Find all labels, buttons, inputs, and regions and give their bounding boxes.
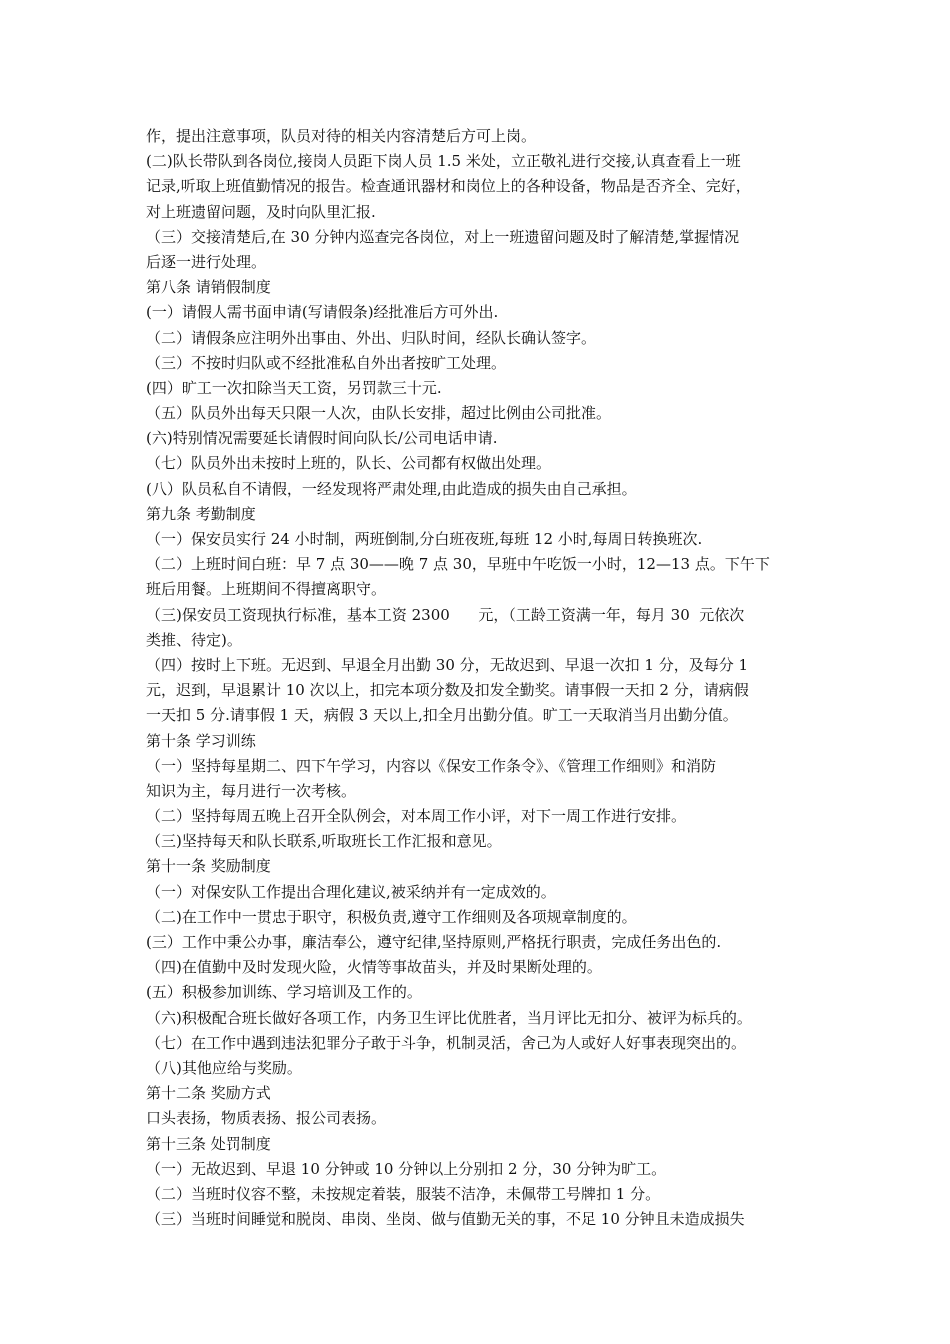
text-line: （二）坚持每周五晚上召开全队例会，对本周工作小评，对下一周工作进行安排。 xyxy=(146,807,687,826)
text-line: （二）请假条应注明外出事由、外出、归队时间，经队长确认签字。 xyxy=(146,328,597,347)
text-line: 口头表扬，物质表扬、报公司表扬。 xyxy=(146,1109,387,1128)
text-line: 作，提出注意事项，队员对待的相关内容清楚后方可上岗。 xyxy=(146,127,537,145)
text-line: （七）在工作中遇到违法犯罪分子敢于斗争，机制灵活，舍己为人或好人好事表现突出的。 xyxy=(146,1033,747,1052)
text-line: (六)特别情况需要延长请假时间向队长/公司电话申请. xyxy=(146,429,498,448)
text-line: (八）队员私自不请假，一经发现将严肃处理,由此造成的损失由自己承担。 xyxy=(146,479,637,498)
section-heading: 第九条 考勤制度 xyxy=(146,504,256,523)
text-line: （二)在工作中一贯忠于职守，积极负责,遵守工作细则及各项规章制度的。 xyxy=(146,907,637,926)
text-line: （三）当班时间睡觉和脱岗、串岗、坐岗、做与值勤无关的事，不足 10 分钟且未造成损失 xyxy=(146,1210,745,1229)
text-line: （八)其他应给与奖励。 xyxy=(146,1058,302,1077)
text-line: 类推、待定)。 xyxy=(146,630,242,649)
text-line: （四)在值勤中及时发现火险，火情等事故苗头，并及时果断处理的。 xyxy=(146,958,602,977)
text-line: 知识为主，每月进行一次考核。 xyxy=(146,781,357,800)
text-line: （六)积极配合班长做好各项工作，内务卫生评比优胜者，当月评比无扣分、被评为标兵的。 xyxy=(146,1008,752,1027)
text-line: （一）保安员实行 24 小时制，两班倒制,分白班夜班,每班 12 小时,每周日转换班次. xyxy=(146,530,703,548)
text-line: 后逐一进行处理。 xyxy=(146,252,267,271)
section-heading: 第十一条 奖励制度 xyxy=(146,857,271,876)
text-line: （三)保安员工资现执行标准，基本工资 2300 元，（工龄工资满一年，每月 30 元依次 xyxy=(146,605,745,624)
text-line: （五）队员外出每天只限一人次，由队长安排，超过比例由公司批准。 xyxy=(146,404,612,423)
text-line: （三）不按时归队或不经批准私自外出者按旷工处理。 xyxy=(146,353,507,372)
section-heading: 第八条 请销假制度 xyxy=(146,278,271,297)
text-line: （一）对保安队工作提出合理化建议,被采纳并有一定成效的。 xyxy=(146,882,556,901)
text-line: （四）按时上下班。无迟到、早退全月出勤 30 分，无故迟到、早退一次扣 1 分，及每分 1 xyxy=(146,655,749,674)
text-line: （七）队员外出未按时上班的，队长、公司都有权做出处理。 xyxy=(146,454,552,473)
document-body xyxy=(146,124,810,1232)
text-line: 记录,听取上班值勤情况的报告。检查通讯器材和岗位上的各种设备，物品是否齐全、完好， xyxy=(146,177,751,196)
text-line: （一）坚持每星期二、四下午学习，内容以《保安工作条令》、《管理工作细则》和消防 xyxy=(146,756,717,775)
section-heading: 第十二条 奖励方式 xyxy=(146,1084,271,1103)
section-heading: 第十三条 处罚制度 xyxy=(146,1134,271,1153)
text-line: 班后用餐。上班期间不得擅离职守。 xyxy=(146,580,387,599)
section-heading: 第十条 学习训练 xyxy=(146,731,256,750)
text-line: 一天扣 5 分.请事假 1 天，病假 3 天以上,扣全月出勤分值。旷工一天取消当月出勤分值。 xyxy=(146,706,738,725)
text-line: 对上班遗留问题，及时向队里汇报. xyxy=(146,202,376,221)
text-line: （三）交接清楚后,在 30 分钟内巡查完各岗位，对上一班遗留问题及时了解清楚,掌握情况 xyxy=(146,227,740,246)
text-line: (一）请假人需书面申请(写请假条)经批准后方可外出. xyxy=(146,303,499,322)
text-line: (三）工作中秉公办事，廉洁奉公，遵守纪律,坚持原则,严格抚行职责，完成任务出色的. xyxy=(146,933,722,951)
text-line: (四）旷工一次扣除当天工资，另罚款三十元. xyxy=(146,378,442,397)
text-line: 元，迟到，早退累计 10 次以上，扣完本项分数及扣发全勤奖。请事假一天扣 2 分，请病假 xyxy=(146,681,749,700)
text-line: (五）积极参加训练、学习培训及工作的。 xyxy=(146,983,422,1002)
text-line: (二)队长带队到各岗位,接岗人员距下岗人员 1.5 米处，立正敬礼进行交接,认真查看上一班 xyxy=(146,152,741,171)
text-line: （二）上班时间白班：早 7 点 30——晚 7 点 30，早班中午吃饭一小时，12—13 点。下午下 xyxy=(146,555,770,574)
text-line: （三)坚持每天和队长联系,听取班长工作汇报和意见。 xyxy=(146,832,502,851)
text-line: （一）无故迟到、早退 10 分钟或 10 分钟以上分别扣 2 分，30 分钟为旷工。 xyxy=(146,1159,667,1178)
text-line: （二）当班时仪容不整，未按规定着装，服装不洁净，未佩带工号牌扣 1 分。 xyxy=(146,1184,661,1203)
